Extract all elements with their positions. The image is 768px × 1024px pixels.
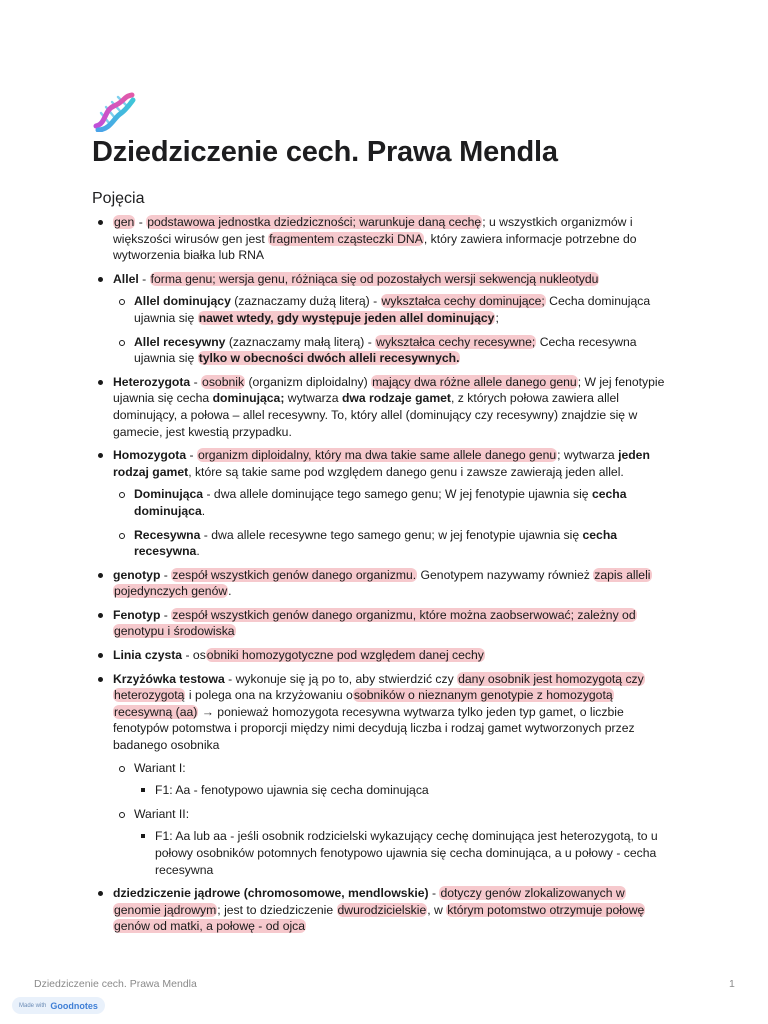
- text: -: [190, 374, 202, 389]
- text: F1: Aa - fenotypowo ujawnia się cecha dominująca: [155, 783, 429, 798]
- list-item-wariant-2: [113, 806, 672, 878]
- dna-icon: [92, 92, 136, 132]
- text: -: [428, 886, 440, 901]
- term: Fenotyp: [113, 607, 161, 622]
- highlight: forma genu; wersja genu, różniąca się od pozostałych wersji sekwencją nukleotydu: [150, 271, 599, 286]
- page-title: Dziedziczenie cech. Prawa Mendla: [92, 136, 558, 168]
- highlight: dany osobnik jest homozygotą czy heterozygotą: [114, 671, 644, 703]
- highlight: którym potomstwo otrzymuje połowę genów od matki, a połowę - od ojca: [114, 902, 645, 934]
- text: .: [201, 503, 206, 518]
- sublist-wariant-1: [134, 782, 672, 799]
- text: → ponieważ homozygota recesywna wytwarza tylko jeden typ gamet, o liczbie fenotypów potomstwa i proporcji między nimi decydują liczba i rodzaj gamet wytworzonych przez badanego osobnika: [113, 704, 635, 753]
- text: .: [196, 544, 200, 559]
- highlight: zapis alleli pojedynczych genów: [114, 567, 651, 599]
- text: ; jest to dziedziczenie: [217, 902, 337, 917]
- text: Genotypem nazywamy również: [417, 567, 594, 582]
- highlight: mający dwa różne allele danego genu: [372, 374, 577, 389]
- bold: cecha dominująca: [134, 487, 627, 518]
- text: -: [160, 607, 172, 622]
- highlight: organizm diploidalny, który ma dwa takie same allele danego genu: [197, 448, 557, 463]
- list-item-krzyzowka: [92, 671, 672, 879]
- term: Recesywna: [134, 527, 201, 542]
- term: Allel recesywny: [134, 334, 226, 349]
- text: , w: [427, 902, 447, 917]
- text: -: [160, 567, 172, 582]
- highlight: wykształca cechy dominujące;: [381, 294, 545, 309]
- text: .: [228, 584, 232, 599]
- text: , które są takie same pod względem danego genu i zawsze zawierają jeden allel.: [188, 464, 624, 479]
- highlight: dotyczy genów zlokalizowanych w genomie jądrowym: [114, 886, 625, 917]
- highlight: osobnik: [202, 374, 245, 389]
- list-item-f1: [134, 782, 672, 799]
- text: - dwa allele recesywne tego samego genu; w jej fenotypie ujawnia się: [200, 527, 583, 542]
- highlight: zespół wszystkich genów danego organizmu.: [172, 567, 417, 582]
- badge-brand: Goodnotes: [50, 1000, 98, 1011]
- section-title: Pojęcia: [92, 190, 145, 207]
- badge-made-with: Made with: [19, 1002, 47, 1009]
- term-gen: gen: [114, 215, 135, 229]
- sublist-homozygota: [113, 486, 672, 559]
- list-item-homozygota: [92, 447, 672, 560]
- text: Cecha dominująca ujawnia się: [134, 294, 651, 325]
- list-item-heterozygota: [92, 374, 672, 440]
- text: ;: [495, 310, 499, 325]
- text: , z których połowa zawiera allel dominujący, a połowa – allel recesywny. To, który allel (dominujący czy recesywny) znajdzie się w gamecie, jest kwestią przypadku.: [113, 391, 638, 439]
- text: Cecha recesywna ujawnia się: [134, 334, 637, 366]
- highlight: sobników o nieznanym genotypie z homozygotą recesywną (aa): [114, 688, 613, 719]
- page-number: 1: [729, 978, 735, 990]
- highlight: fragmentem cząsteczki DNA: [269, 231, 423, 246]
- bold: jeden rodzaj gamet: [113, 448, 650, 479]
- text: i polega ona na krzyżowaniu o: [185, 688, 353, 703]
- footer-title: Dziedziczenie cech. Prawa Mendla: [34, 978, 197, 990]
- text: ; u wszystkich organizmów i większości wirusów gen jest: [113, 215, 633, 246]
- term: Linia czysta: [113, 648, 183, 663]
- list-item-dziedziczenie-jadrowe: [92, 885, 672, 935]
- text: , który zawiera informacje potrzebne do wytworzenia białka lub RNA: [113, 231, 637, 263]
- text: Wariant II:: [134, 806, 190, 821]
- list-item-f1: [134, 828, 672, 878]
- term: Krzyżówka testowa: [113, 671, 225, 686]
- content: [92, 214, 672, 942]
- list-item-allel-recesywny: [113, 334, 672, 367]
- list-item-wariant-1: [113, 760, 672, 799]
- text: - wykonuje się ją po to, aby stwierdzić czy: [224, 671, 458, 686]
- text: wytwarza: [284, 391, 342, 406]
- bold: cecha recesywna: [134, 527, 618, 559]
- list-item-recesywna: [113, 527, 672, 560]
- term: Allel dominujący: [134, 294, 231, 309]
- text: -: [138, 271, 150, 286]
- bold: dominująca;: [212, 391, 285, 406]
- term: Dominująca: [134, 487, 204, 502]
- list-item-allel: [92, 271, 672, 367]
- term: Homozygota: [113, 448, 187, 463]
- goodnotes-badge[interactable]: [12, 997, 105, 1014]
- text: Wariant I:: [134, 760, 186, 775]
- text: - dwa allele dominujące tego samego genu; W jej fenotypie ujawnia się: [203, 487, 592, 502]
- term-allel: Allel: [113, 271, 139, 286]
- highlight: podstawowa jednostka dziedziczności; warunkuje daną cechę: [147, 215, 482, 229]
- text: ; wytwarza: [557, 448, 619, 463]
- list-item-genotyp: [92, 567, 672, 600]
- term: Heterozygota: [113, 374, 191, 389]
- list-item-fenotyp: [92, 607, 672, 640]
- list-item-linia-czysta: [92, 647, 672, 664]
- sublist-allel: [113, 293, 672, 366]
- text: F1: Aa lub aa - jeśli osobnik rodzicielski wykazujący cechę dominująca jest heterozygotą, to u połowy osobników potomnych fenotypowo ujawnia się cecha dominująca, a u połowy - cecha recesywna: [155, 829, 658, 877]
- text: (organizm diploidalny): [245, 374, 372, 389]
- highlight: dwurodzicielskie: [337, 902, 427, 917]
- list-item-dominujaca: [113, 486, 672, 519]
- sublist-wariant-2: [134, 828, 672, 878]
- highlight-bold: nawet wtedy, gdy występuje jeden allel dominujący: [198, 310, 495, 325]
- list-item-allel-dominujacy: [113, 293, 672, 326]
- text: (zaznaczamy dużą literą) -: [230, 294, 381, 309]
- text: -: [186, 448, 197, 463]
- text: ; W jej fenotypie ujawnia się cecha: [113, 374, 665, 406]
- highlight: zespół wszystkich genów danego organizmu, które można zaobserwować; zależny od genotypu i środowiska: [114, 607, 636, 639]
- term: dziedziczenie jądrowe (chromosomowe, mendlowskie): [113, 886, 429, 901]
- term: genotyp: [113, 567, 161, 582]
- sublist-warianty: [113, 760, 672, 879]
- highlight: wykształca cechy recesywne;: [376, 334, 536, 349]
- bold: dwa rodzaje gamet: [341, 391, 451, 406]
- text: -: [135, 215, 147, 229]
- list-item-gen: [92, 214, 672, 264]
- definitions-list: [92, 214, 672, 935]
- text: - os: [182, 648, 206, 663]
- text: (zaznaczamy małą literą) -: [225, 334, 376, 349]
- highlight-bold: tylko w obecności dwóch alleli recesywnych.: [198, 351, 460, 366]
- highlight: obniki homozygotyczne pod względem danej cechy: [206, 648, 484, 663]
